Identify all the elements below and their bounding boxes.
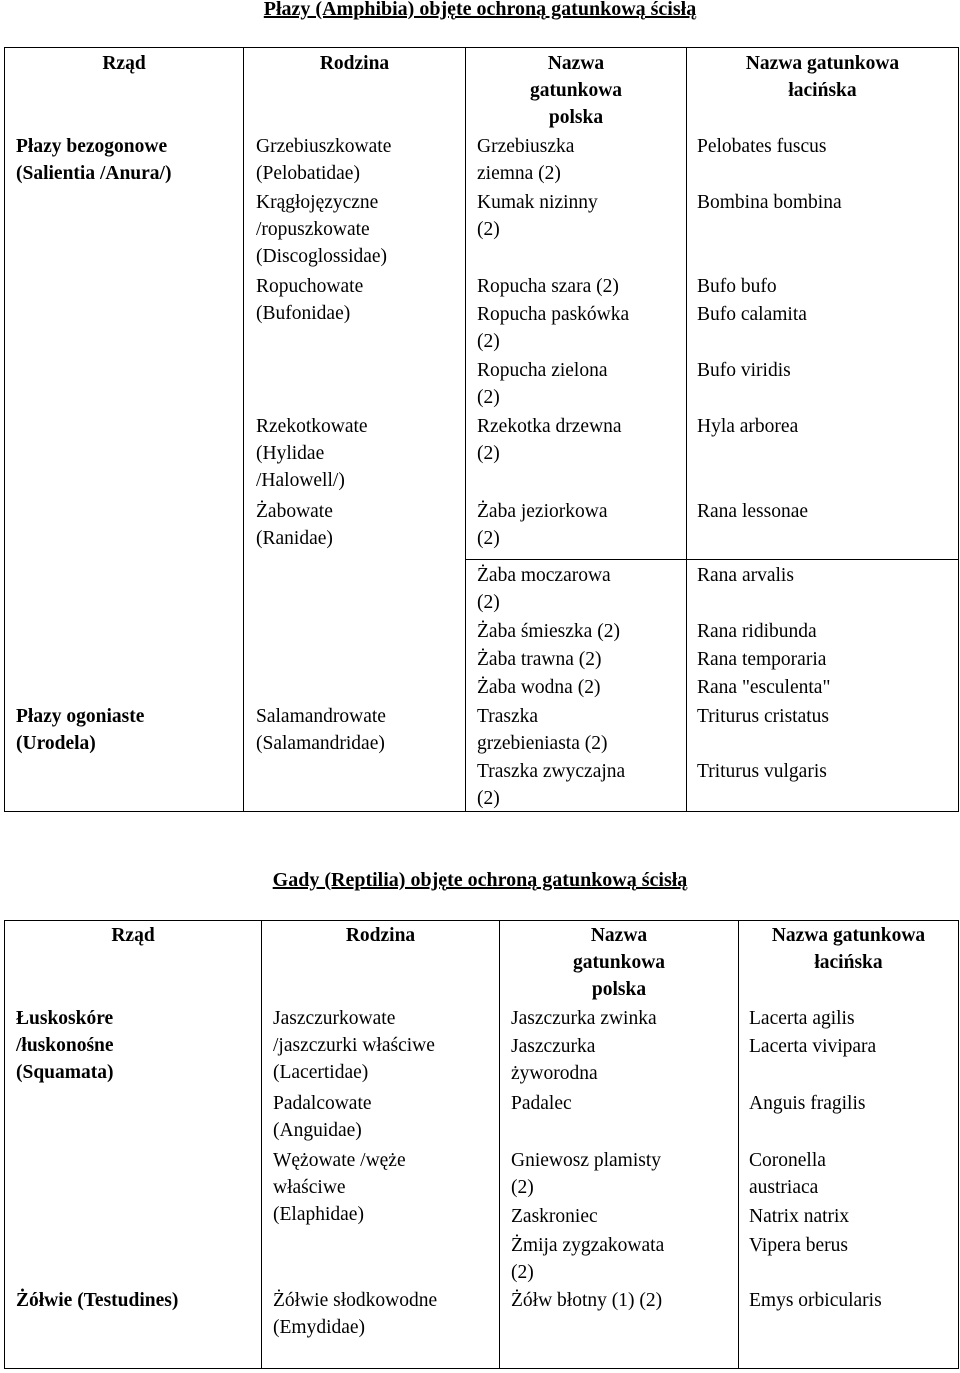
column-divider: [261, 920, 262, 1369]
family-cell: Grzebiuszkowate (Pelobatidae): [256, 136, 392, 184]
species-polish-name: Żaba śmieszka (2): [477, 621, 620, 642]
header-order: Rząd: [102, 53, 146, 74]
species-latin-name: Triturus vulgaris: [697, 761, 827, 782]
species-latin-name: Triturus cristatus: [697, 706, 829, 727]
order-cell: Łuskoskóre /łuskonośne (Squamata): [16, 1008, 114, 1083]
species-latin-name: Emys orbicularis: [749, 1290, 882, 1311]
header-family: Rodzina: [345, 925, 416, 946]
species-polish-name: Traszka zwyczajna (2): [477, 761, 626, 809]
table-border-bottom: [4, 1368, 959, 1369]
species-latin-name: Bombina bombina: [697, 192, 842, 213]
order-cell: Żółwie (Testudines): [16, 1290, 179, 1311]
family-cell: Ropuchowate (Bufonidae): [256, 276, 364, 324]
amphibians-title: Płazy (Amphibia) objęte ochroną gatunkową ścisłą: [263, 0, 697, 20]
species-latin-name: Hyla arborea: [697, 416, 799, 437]
family-cell: Salamandrowate (Salamandridae): [256, 706, 386, 754]
species-latin-name: Rana arvalis: [697, 565, 794, 586]
species-polish-name: Żaba moczarowa (2): [477, 565, 611, 613]
species-latin-name: Natrix natrix: [749, 1206, 850, 1227]
species-polish-name: Gniewosz plamisty (2): [511, 1150, 662, 1198]
header-polish-name: Nazwa gatunkowa polska: [529, 53, 623, 128]
species-latin-name: Rana temporaria: [697, 649, 827, 670]
header-order: Rząd: [111, 925, 155, 946]
header-latin-name: Nazwa gatunkowa łacińska: [771, 925, 926, 973]
species-polish-name: Żmija zygzakowata (2): [511, 1235, 665, 1283]
table-border-right: [958, 920, 959, 1369]
family-cell: Wężowate /węże właściwe (Elaphidae): [273, 1150, 406, 1225]
table-border-top: [4, 920, 959, 921]
species-polish-name: Żaba trawna (2): [477, 649, 602, 670]
species-polish-name: Ropucha szara (2): [477, 276, 619, 297]
species-polish-name: Ropucha paskówka (2): [477, 304, 630, 352]
species-latin-name: Rana "esculenta": [697, 677, 831, 698]
species-polish-name: Rzekotka drzewna (2): [477, 416, 622, 464]
species-polish-name: Żaba jeziorkowa (2): [477, 501, 608, 549]
species-polish-name: Jaszczurka żyworodna: [511, 1036, 598, 1084]
species-latin-name: Rana lessonae: [697, 501, 809, 522]
table-border-top: [4, 47, 959, 48]
reptiles-title: Gady (Reptilia) objęte ochroną gatunkową ścisłą: [272, 869, 688, 891]
order-cell: Płazy bezogonowe (Salientia /Anura/): [16, 136, 172, 184]
column-divider: [243, 47, 244, 812]
species-polish-name: Grzebiuszka ziemna (2): [477, 136, 575, 184]
species-latin-name: Bufo calamita: [697, 304, 807, 325]
species-latin-name: Lacerta vivipara: [749, 1036, 877, 1057]
table-border-left: [4, 47, 5, 812]
table-border-right: [958, 47, 959, 812]
species-polish-name: Traszka grzebieniasta (2): [477, 706, 608, 754]
species-polish-name: Żaba wodna (2): [477, 677, 601, 698]
column-divider: [686, 47, 687, 812]
family-cell: Padalcowate (Anguidae): [273, 1093, 372, 1141]
species-polish-name: Ropucha zielona (2): [477, 360, 608, 408]
species-polish-name: Kumak nizinny (2): [477, 192, 598, 240]
species-latin-name: Coronella austriaca: [749, 1150, 826, 1198]
table-border-left: [4, 920, 5, 1369]
family-cell: Rzekotkowate (Hylidae /Halowell/): [256, 416, 368, 491]
column-divider: [738, 920, 739, 1369]
family-cell: Żółwie słodkowodne (Emydidae): [273, 1290, 438, 1338]
species-latin-name: Rana ridibunda: [697, 621, 817, 642]
species-polish-name: Padalec: [511, 1093, 572, 1114]
species-latin-name: Pelobates fuscus: [697, 136, 827, 157]
species-latin-name: Bufo viridis: [697, 360, 791, 381]
column-divider: [465, 47, 466, 812]
species-latin-name: Bufo bufo: [697, 276, 777, 297]
family-cell: Jaszczurkowate /jaszczurki właściwe (Lacertidae): [273, 1008, 435, 1083]
row-divider: [466, 559, 958, 560]
species-polish-name: Żółw błotny (1) (2): [511, 1290, 663, 1311]
species-latin-name: Vipera berus: [749, 1235, 848, 1256]
family-cell: Krągłojęzyczne /ropuszkowate (Discoglossidae): [256, 192, 388, 267]
header-family: Rodzina: [319, 53, 390, 74]
species-latin-name: Lacerta agilis: [749, 1008, 855, 1029]
species-latin-name: Anguis fragilis: [749, 1093, 866, 1114]
order-cell: Płazy ogoniaste (Urodela): [16, 706, 145, 754]
species-polish-name: Zaskroniec: [511, 1206, 598, 1227]
family-cell: Żabowate (Ranidae): [256, 501, 333, 549]
species-polish-name: Jaszczurka zwinka: [511, 1008, 657, 1029]
header-polish-name: Nazwa gatunkowa polska: [572, 925, 666, 1000]
header-latin-name: Nazwa gatunkowa łacińska: [745, 53, 900, 101]
